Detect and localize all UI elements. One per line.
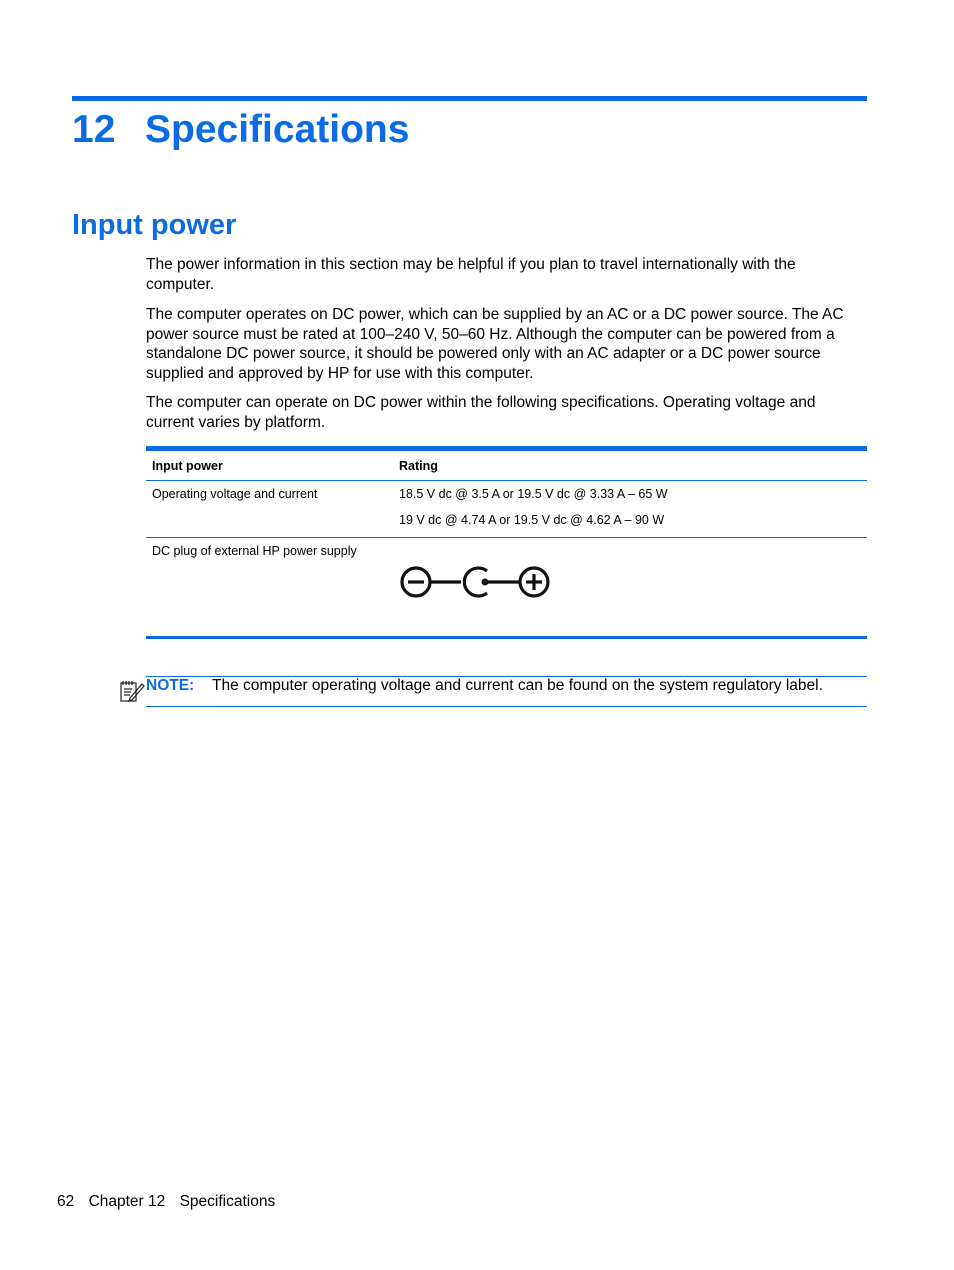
rating-65w: 18.5 V dc @ 3.5 A or 19.5 V dc @ 3.33 A – 65 W	[399, 487, 668, 501]
spec-table	[146, 446, 867, 639]
table-row	[146, 481, 867, 538]
chapter-title-text: Specifications	[145, 108, 410, 151]
paragraph-specifications-intro: The computer can operate on DC power within the following specifications. Operating voltage and current varies by platform.	[146, 394, 816, 431]
row-label-dc-plug: DC plug of external HP power supply	[152, 544, 357, 558]
note-box	[146, 676, 867, 707]
chapter-rule	[72, 96, 867, 101]
chapter-number: 12	[72, 108, 116, 151]
table-header-row	[146, 451, 867, 481]
section-title: Input power	[72, 209, 237, 241]
table-bottom-rule	[146, 636, 867, 639]
paragraph-dc-power: The computer operates on DC power, which can be supplied by an AC or a DC power source. The AC power source must be rated at 100–240 V, 50–60 Hz. Although the computer can be powered from a standalone DC power source, it should be powered only with an AC adapter or a DC power source supplied and approved by HP for use with this computer.	[146, 306, 844, 382]
table-row	[146, 538, 867, 636]
footer-chapter-label: Chapter 12	[88, 1193, 166, 1210]
paragraph-travel: The power information in this section may be helpful if you plan to travel internationally with the computer.	[146, 256, 796, 293]
dc-polarity-icon	[399, 564, 555, 600]
header-rating: Rating	[399, 458, 438, 473]
rating-cell	[399, 481, 867, 537]
chapter-title	[72, 106, 409, 154]
note-text: The computer operating voltage and current can be found on the system regulatory label.	[212, 677, 823, 694]
page-number: 62	[57, 1193, 75, 1210]
header-input-power: Input power	[152, 458, 223, 473]
rating-90w: 19 V dc @ 4.74 A or 19.5 V dc @ 4.62 A – 90 W	[399, 513, 665, 527]
note-icon	[119, 679, 145, 703]
row-label-operating-voltage: Operating voltage and current	[152, 487, 318, 501]
dc-plug-cell	[399, 538, 867, 636]
page-footer	[57, 1192, 285, 1211]
footer-chapter-title: Specifications	[179, 1193, 276, 1210]
note-label: NOTE:	[146, 677, 195, 694]
